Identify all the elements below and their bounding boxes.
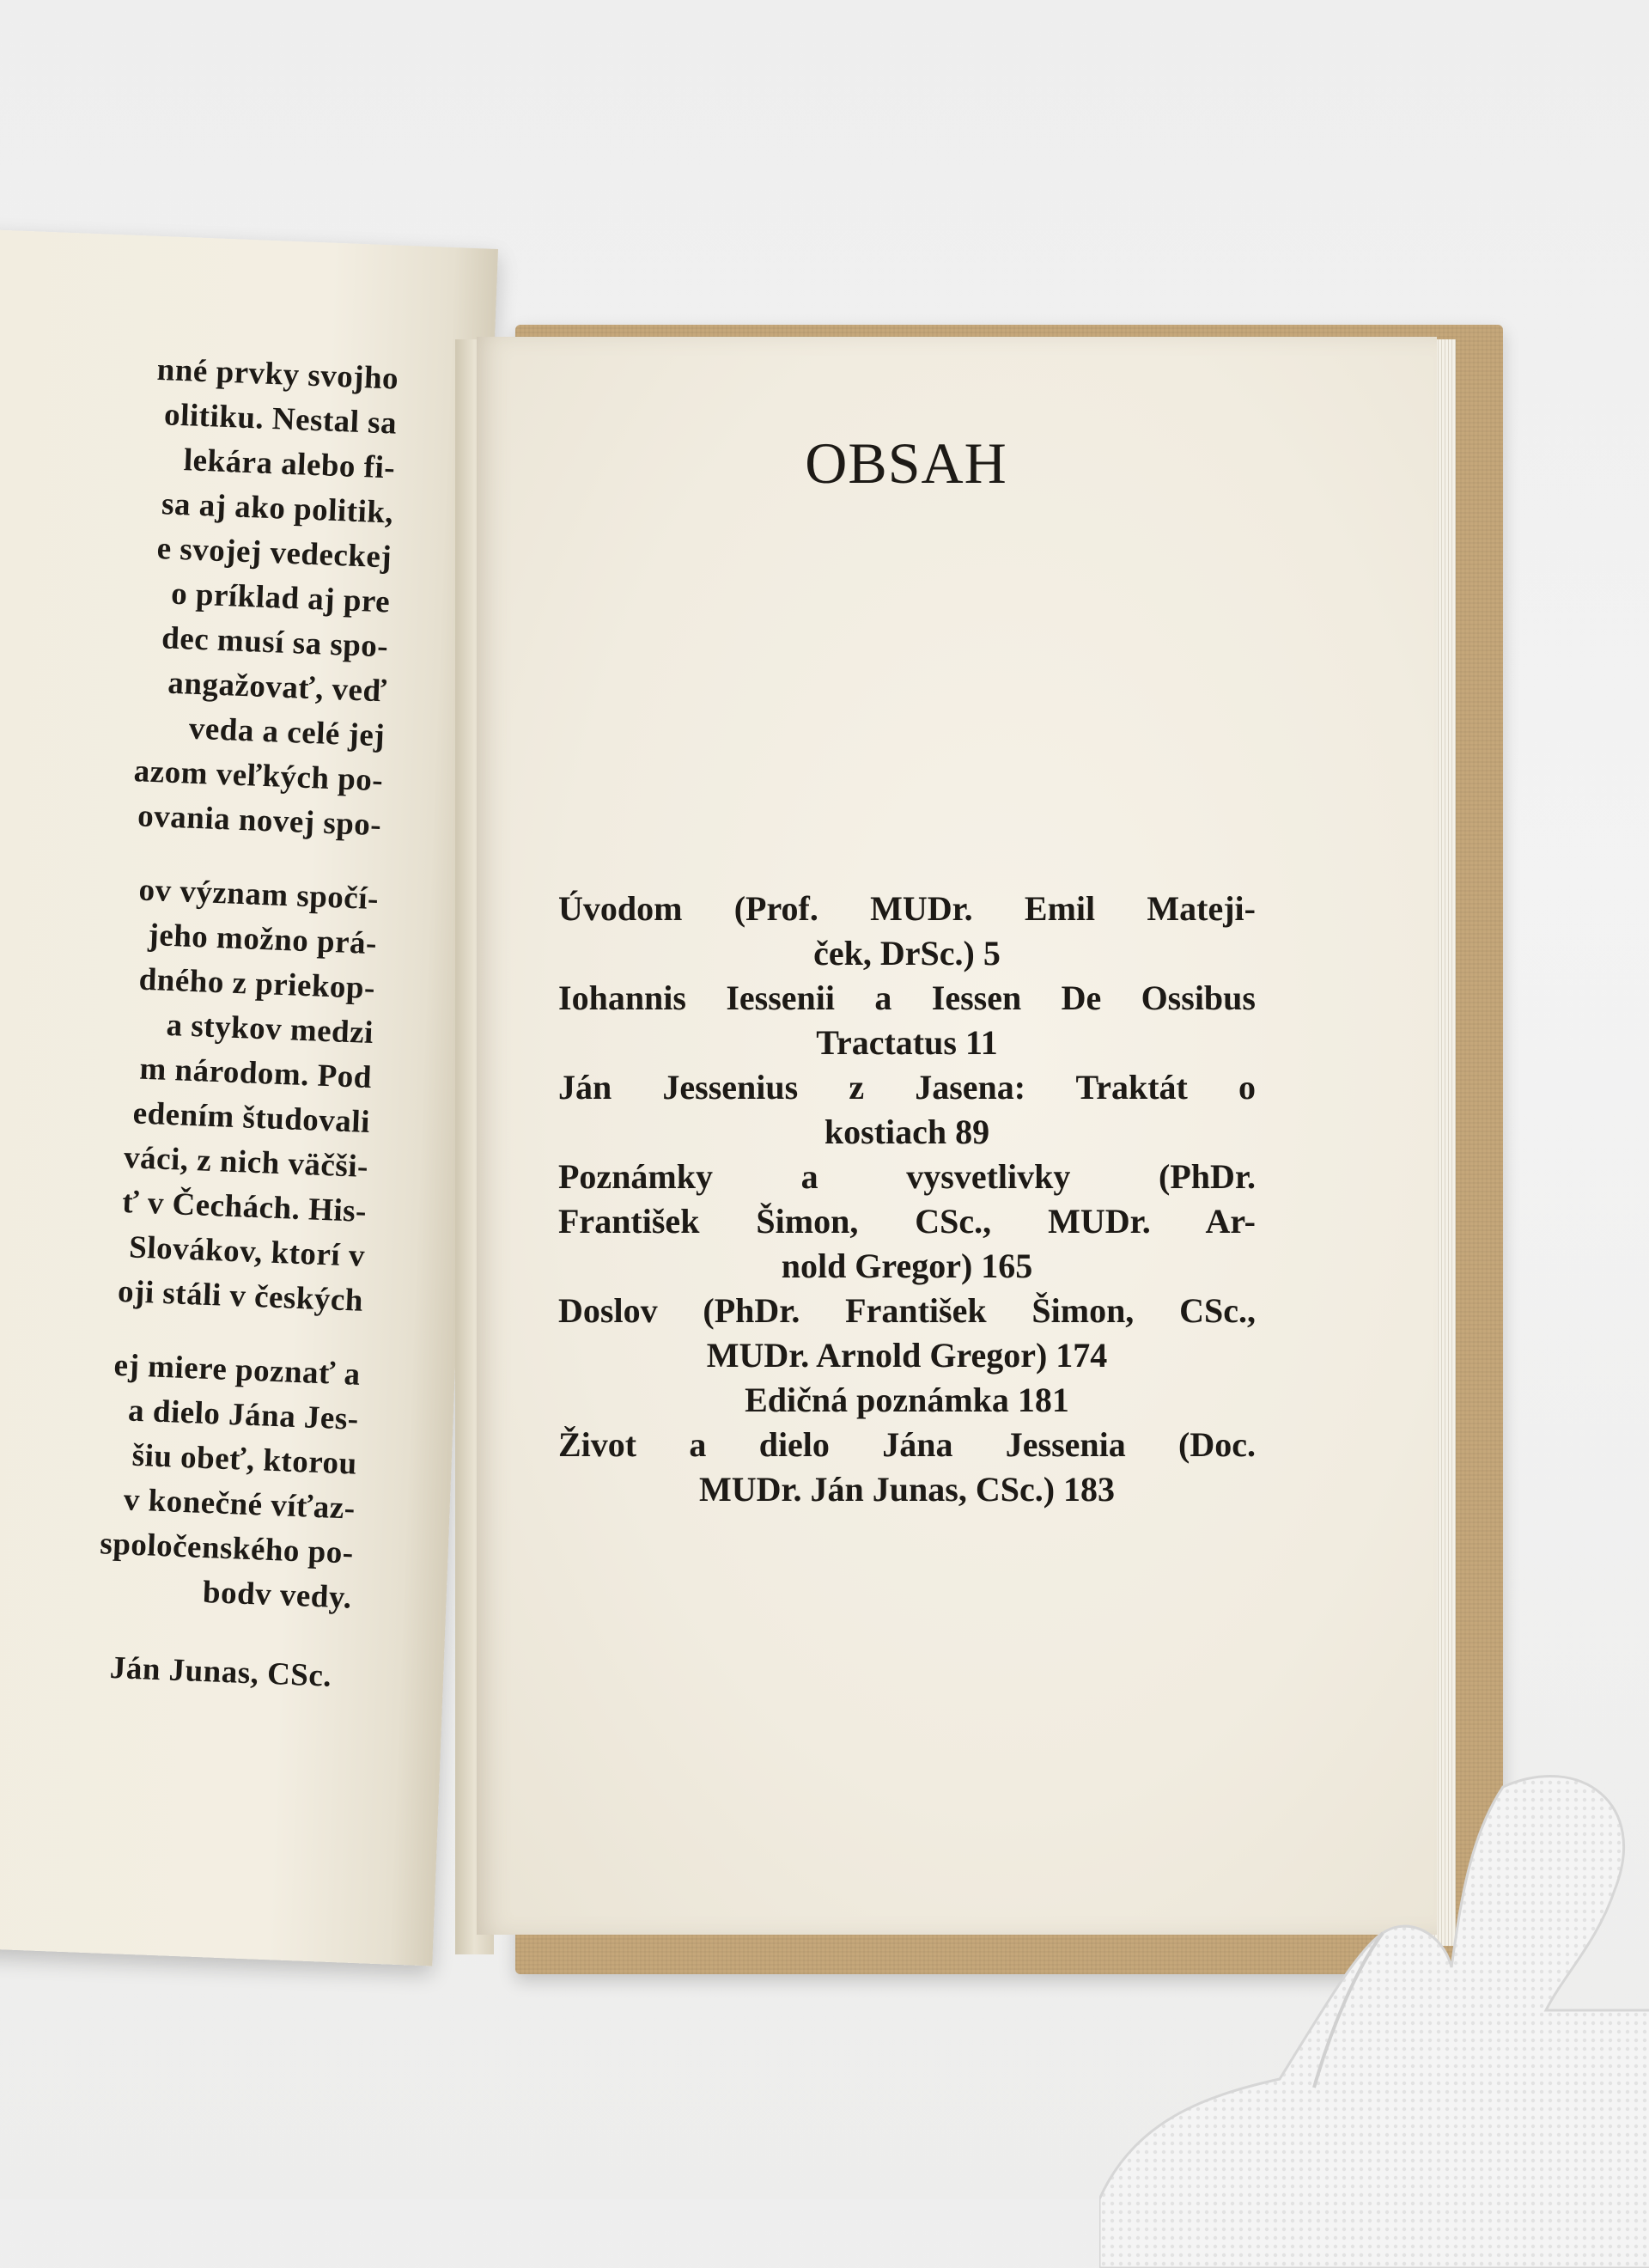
left-line: bodv vedy. bbox=[202, 1574, 353, 1616]
left-page-text bbox=[0, 336, 399, 1699]
toc-entry bbox=[558, 1155, 1256, 1289]
toc-entry bbox=[558, 1423, 1256, 1512]
toc-line: MUDr. Arnold Gregor) 174 bbox=[706, 1336, 1108, 1375]
toc-line: MUDr. Ján Junas, CSc.) 183 bbox=[698, 1470, 1116, 1509]
left-page bbox=[0, 228, 498, 1966]
left-line: m národom. Pod bbox=[138, 1051, 373, 1096]
left-line: v konečné víťaz- bbox=[123, 1482, 356, 1527]
left-line: angažovať, veď bbox=[167, 665, 387, 710]
left-line: azom veľkých po- bbox=[133, 753, 384, 799]
toc-entry bbox=[558, 1378, 1256, 1423]
toc-entry bbox=[558, 1065, 1256, 1155]
signature: Ján Junas, CSc. bbox=[109, 1649, 332, 1694]
glove-icon bbox=[1099, 1753, 1649, 2268]
left-line: o príklad aj pre bbox=[170, 576, 391, 620]
toc-line: Ján Jessenius z Jasena: Traktát o bbox=[558, 1068, 1256, 1107]
left-line: a dielo Jána Jes- bbox=[127, 1393, 360, 1437]
left-line: edením študovali bbox=[131, 1095, 371, 1141]
left-line: ej miere poznať a bbox=[113, 1347, 362, 1393]
table-of-contents bbox=[558, 887, 1256, 1512]
left-line: nné prvky svojho bbox=[156, 351, 399, 397]
left-line: lekára alebo fi- bbox=[183, 442, 396, 486]
left-line: spoločenského po- bbox=[99, 1526, 355, 1571]
left-line: e svojej vedeckej bbox=[155, 531, 392, 576]
page-title: OBSAH bbox=[805, 430, 1007, 496]
left-line: Slovákov, ktorí v bbox=[128, 1229, 366, 1274]
toc-entry bbox=[558, 976, 1256, 1065]
toc-entry bbox=[558, 1289, 1256, 1378]
toc-line: kostiach 89 bbox=[824, 1113, 990, 1151]
toc-line: Edičná poznámka 181 bbox=[745, 1381, 1069, 1419]
toc-line: nold Gregor) 165 bbox=[781, 1247, 1033, 1285]
left-line: veda a celé jej bbox=[188, 710, 386, 754]
toc-line: František Šimon, CSc., MUDr. Ar- bbox=[558, 1202, 1256, 1241]
left-line: ov význam spočí- bbox=[137, 872, 380, 918]
left-line: oji stáli v českých bbox=[117, 1273, 364, 1319]
toc-line: Život a dielo Jána Jessenia (Doc. bbox=[558, 1425, 1256, 1464]
left-line: dec musí sa spo- bbox=[161, 620, 389, 665]
left-line: olitiku. Nestal sa bbox=[163, 397, 398, 442]
left-line: váci, z nich väčši- bbox=[123, 1140, 369, 1185]
toc-line: ček, DrSc.) 5 bbox=[813, 934, 1001, 972]
toc-line: Doslov (PhDr. František Šimon, CSc., bbox=[558, 1291, 1256, 1330]
left-line: sa aj ako politik, bbox=[161, 486, 394, 531]
toc-entry bbox=[558, 887, 1256, 976]
toc-line: Úvodom (Prof. MUDr. Emil Mateji- bbox=[558, 889, 1256, 928]
toc-line: Tractatus 11 bbox=[816, 1023, 998, 1062]
toc-line: Poznámky a vysvetlivky (PhDr. bbox=[558, 1157, 1256, 1196]
left-line: dného z priekop- bbox=[138, 961, 376, 1007]
right-page bbox=[477, 337, 1437, 1935]
left-line: a stykov medzi bbox=[165, 1007, 374, 1052]
left-line: ť v Čechách. His- bbox=[121, 1185, 368, 1229]
toc-line: Iohannis Iessenii a Iessen De Ossibus bbox=[558, 979, 1256, 1017]
left-line: ovania novej spo- bbox=[137, 798, 382, 844]
left-line: jeho možno prá- bbox=[147, 917, 378, 962]
left-line: šiu obeť, ktorou bbox=[131, 1437, 358, 1482]
